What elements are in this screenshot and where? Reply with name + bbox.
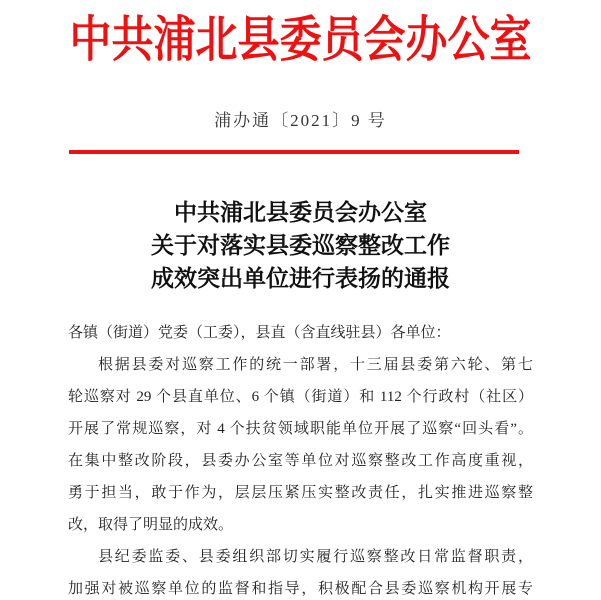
body-text-line: 根据县委对巡察工作的统一部署，十三届县委第六轮、第七: [98, 357, 533, 373]
body-text-line: 轮巡察对 29 个县直单位、6 个镇（街道）和 112 个行政村（社区）: [68, 389, 533, 405]
body-text-line: 改，取得了明显的成效。: [68, 517, 234, 533]
body-text-line: 在集中整改阶段，县委办公室等单位对巡察整改工作高度重视，: [68, 453, 533, 469]
body-text-line: 勇于担当，敢于作为，层层压紧压实整改责任，扎实推进巡察整: [68, 485, 533, 501]
document-title-line-3: 成效突出单位进行表扬的通报: [151, 266, 450, 291]
letterhead-org-name: 中共浦北县委员会办公室: [69, 14, 532, 68]
document-title-line-2: 关于对落实县委巡察整改工作: [151, 233, 450, 258]
salutation-line: 各镇（街道）党委（工委），县直（含直线驻县）各单位：: [68, 325, 451, 341]
body-text-line: 县纪委监委、县委组织部切实履行巡察整改日常监督职责，: [98, 549, 533, 565]
body-text-line: 开展了常规巡察，对 4 个扶贫领域职能单位开展了巡察“回头看”。: [68, 421, 533, 437]
doc-reference-number: 浦办通〔2021〕9 号: [214, 111, 387, 130]
document-title-line-1: 中共浦北县委员会办公室: [174, 200, 427, 225]
body-text-line: 加强对被巡察单位的监督和指导，积极配合县委巡察机构开展专: [68, 581, 533, 597]
red-divider-line: [69, 150, 519, 154]
document-body: [68, 317, 533, 600]
document-title: [0, 196, 601, 295]
